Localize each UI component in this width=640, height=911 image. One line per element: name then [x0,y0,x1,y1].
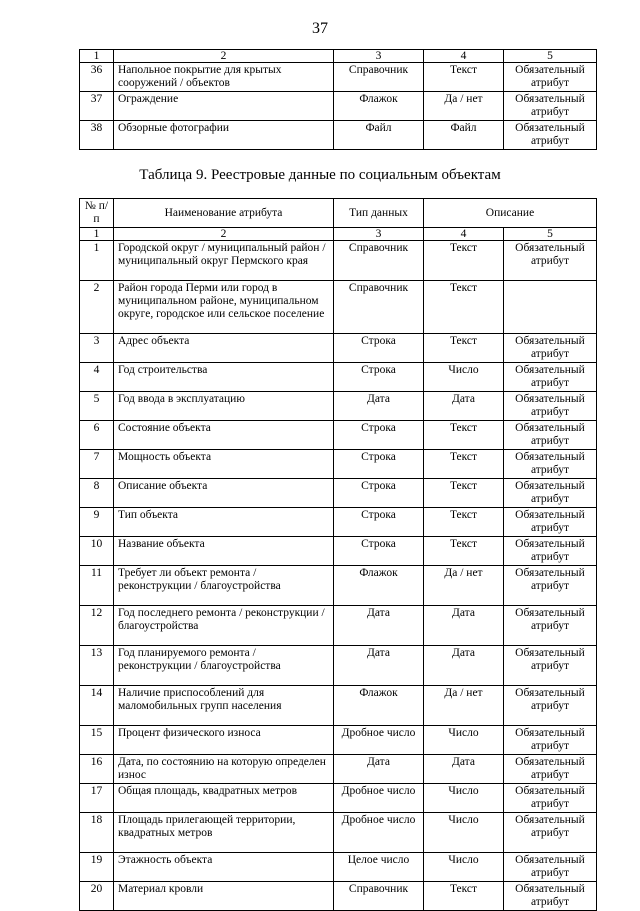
attribute-name: Год последнего ремонта / реконструкции / благоустройства [114,606,334,646]
attribute-name: Описание объекта [114,479,334,508]
attribute-name: Адрес объекта [114,334,334,363]
attribute-name: Требует ли объект ремонта / реконструкции / благоустройства [114,566,334,606]
data-type: Строка [334,479,424,508]
data-type: Дробное число [334,726,424,755]
table-row [80,121,597,150]
row-number: 36 [80,63,114,92]
row-number: 15 [80,726,114,755]
attribute-name: Мощность объекта [114,450,334,479]
requirement-note: Обязательный атрибут [504,784,597,813]
attribute-name: Район города Перми или город в муниципальном районе, муниципальном округе, городское или сельское поселение [114,281,334,334]
attribute-name: Название объекта [114,537,334,566]
column-number: 5 [504,228,597,241]
header-num: № п/п [80,199,114,228]
requirement-note: Обязательный атрибут [504,646,597,686]
requirement-note: Обязательный атрибут [504,755,597,784]
requirement-note: Обязательный атрибут [504,450,597,479]
data-type: Строка [334,421,424,450]
data-type: Справочник [334,882,424,911]
requirement-note: Обязательный атрибут [504,537,597,566]
row-number: 8 [80,479,114,508]
registry-table [79,198,597,911]
row-number: 16 [80,755,114,784]
value-type: Число [424,813,504,853]
requirement-note: Обязательный атрибут [504,63,597,92]
requirement-note: Обязательный атрибут [504,334,597,363]
data-type: Дробное число [334,813,424,853]
attribute-name: Материал кровли [114,882,334,911]
data-type: Справочник [334,63,424,92]
table-row [80,882,597,911]
requirement-note: Обязательный атрибут [504,686,597,726]
column-number: 2 [114,50,334,63]
table-row [80,646,597,686]
header-name: Наименование атрибута [114,199,334,228]
data-type: Флажок [334,566,424,606]
row-number: 10 [80,537,114,566]
requirement-note: Обязательный атрибут [504,508,597,537]
row-number: 9 [80,508,114,537]
table-row [80,392,597,421]
table-row [80,363,597,392]
data-type: Строка [334,508,424,537]
table-row [80,450,597,479]
row-number: 20 [80,882,114,911]
requirement-note: Обязательный атрибут [504,121,597,150]
column-number-row [80,228,597,241]
value-type: Число [424,726,504,755]
table-row [80,63,597,92]
data-type: Флажок [334,686,424,726]
value-type: Файл [424,121,504,150]
value-type: Текст [424,882,504,911]
row-number: 38 [80,121,114,150]
data-type: Дата [334,392,424,421]
column-number: 1 [80,50,114,63]
requirement-note: Обязательный атрибут [504,241,597,281]
value-type: Дата [424,606,504,646]
data-type: Строка [334,450,424,479]
value-type: Текст [424,421,504,450]
table-row [80,537,597,566]
attribute-name: Год планируемого ремонта / реконструкции / благоустройства [114,646,334,686]
value-type: Текст [424,508,504,537]
table-row [80,755,597,784]
row-number: 37 [80,92,114,121]
row-number: 11 [80,566,114,606]
attribute-name: Состояние объекта [114,421,334,450]
data-type: Дата [334,755,424,784]
table-row [80,726,597,755]
attribute-name: Обзорные фотографии [114,121,334,150]
table-row [80,92,597,121]
attribute-name: Ограждение [114,92,334,121]
row-number: 5 [80,392,114,421]
row-number: 7 [80,450,114,479]
requirement-note [504,281,597,334]
requirement-note: Обязательный атрибут [504,92,597,121]
data-type: Справочник [334,281,424,334]
column-number: 4 [424,50,504,63]
attribute-name: Процент физического износа [114,726,334,755]
attribute-name: Год ввода в эксплуатацию [114,392,334,421]
attribute-name: Тип объекта [114,508,334,537]
data-type: Строка [334,537,424,566]
column-number: 1 [80,228,114,241]
attribute-name: Напольное покрытие для крытых сооружений / объектов [114,63,334,92]
requirement-note: Обязательный атрибут [504,392,597,421]
header-row [80,199,597,228]
row-number: 2 [80,281,114,334]
table-row [80,334,597,363]
row-number: 18 [80,813,114,853]
attribute-name: Площадь прилегающей территории, квадратных метров [114,813,334,853]
value-type: Дата [424,646,504,686]
table-row [80,784,597,813]
column-number: 2 [114,228,334,241]
table-row [80,508,597,537]
row-number: 1 [80,241,114,281]
row-number: 19 [80,853,114,882]
column-number: 4 [424,228,504,241]
requirement-note: Обязательный атрибут [504,421,597,450]
table-row [80,281,597,334]
table-title: Таблица 9. Реестровые данные по социальным объектам [139,167,501,183]
attribute-name: Этажность объекта [114,853,334,882]
table-row [80,686,597,726]
attribute-name: Наличие приспособлений для маломобильных групп населения [114,686,334,726]
value-type: Число [424,853,504,882]
row-number: 6 [80,421,114,450]
data-type: Флажок [334,92,424,121]
value-type: Да / нет [424,686,504,726]
table-row [80,566,597,606]
attribute-name: Городской округ / муниципальный район / муниципальный округ Пермского края [114,241,334,281]
column-number: 5 [504,50,597,63]
data-type: Дробное число [334,784,424,813]
row-number: 17 [80,784,114,813]
column-number-row [80,50,597,63]
data-type: Дата [334,606,424,646]
column-number: 3 [334,228,424,241]
value-type: Дата [424,755,504,784]
table-row [80,421,597,450]
column-number: 3 [334,50,424,63]
value-type: Число [424,784,504,813]
requirement-note: Обязательный атрибут [504,566,597,606]
data-type: Файл [334,121,424,150]
table-row [80,853,597,882]
table-row [80,479,597,508]
value-type: Текст [424,450,504,479]
requirement-note: Обязательный атрибут [504,882,597,911]
header-description: Описание [424,199,597,228]
value-type: Текст [424,334,504,363]
data-type: Строка [334,334,424,363]
value-type: Текст [424,479,504,508]
attribute-name: Год строительства [114,363,334,392]
value-type: Текст [424,537,504,566]
requirement-note: Обязательный атрибут [504,606,597,646]
table-row [80,813,597,853]
attribute-name: Общая площадь, квадратных метров [114,784,334,813]
row-number: 3 [80,334,114,363]
data-type: Целое число [334,853,424,882]
data-type: Дата [334,646,424,686]
requirement-note: Обязательный атрибут [504,363,597,392]
value-type: Текст [424,241,504,281]
table-row [80,606,597,646]
requirement-note: Обязательный атрибут [504,813,597,853]
header-type: Тип данных [334,199,424,228]
value-type: Да / нет [424,566,504,606]
requirement-note: Обязательный атрибут [504,853,597,882]
row-number: 4 [80,363,114,392]
row-number: 14 [80,686,114,726]
data-type: Справочник [334,241,424,281]
value-type: Текст [424,63,504,92]
value-type: Текст [424,281,504,334]
page-number: 37 [312,20,328,37]
row-number: 13 [80,646,114,686]
value-type: Число [424,363,504,392]
value-type: Дата [424,392,504,421]
row-number: 12 [80,606,114,646]
attribute-name: Дата, по состоянию на которую определен износ [114,755,334,784]
requirement-note: Обязательный атрибут [504,479,597,508]
table-row [80,241,597,281]
requirement-note: Обязательный атрибут [504,726,597,755]
value-type: Да / нет [424,92,504,121]
data-type: Строка [334,363,424,392]
continuation-table [79,49,597,150]
